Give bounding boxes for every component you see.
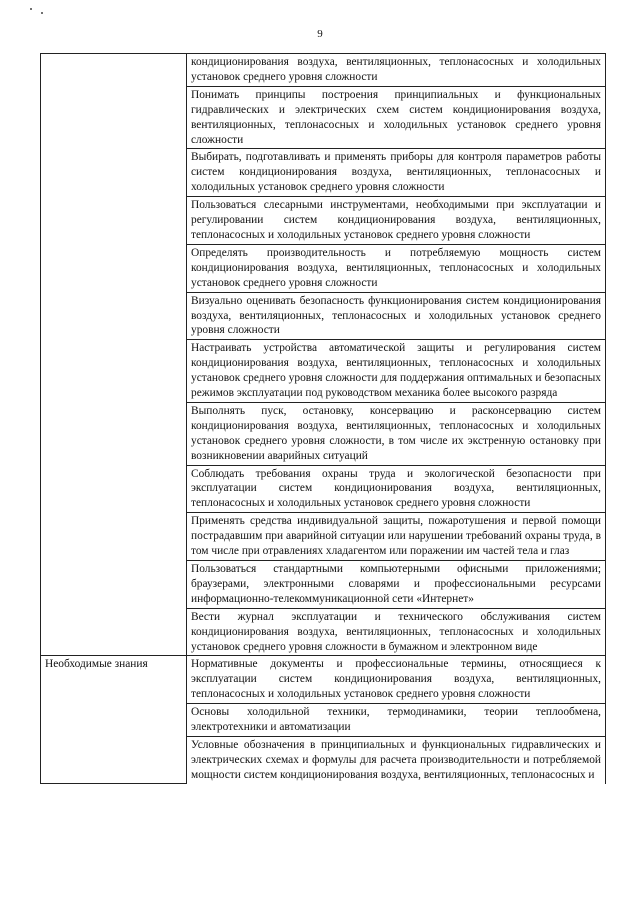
requirement-text: Условные обозначения в принципиальных и функциональных гидравлических и электрических схемах и формулы для расчета производительности и потребляемой мощности систем кондиционирования воздуха, вентиляционных, теплонасосных и: [191, 738, 601, 781]
page-number: 9: [317, 28, 323, 40]
requirement-cell: [187, 513, 606, 561]
requirement-cell: [187, 736, 606, 783]
requirement-text: Соблюдать требования охраны труда и экологической безопасности при эксплуатации систем кондиционирования воздуха, вентиляционных, теплонасосных и холодильных установок среднего уровня сложности: [191, 467, 601, 510]
requirement-cell: [187, 704, 606, 737]
requirement-text: Основы холодильной техники, термодинамики, теории теплообмена, электротехники и автоматизации: [191, 706, 601, 734]
group-label-cell: [41, 656, 187, 784]
requirement-cell: [187, 656, 606, 704]
requirement-text: Вести журнал эксплуатации и технического обслуживания систем кондиционирования воздуха, вентиляционных, теплонасосных и холодильных установок среднего уровня сложности в бумажном и электронном виде: [191, 610, 601, 653]
requirement-text: Выбирать, подготавливать и применять приборы для контроля параметров работы систем кондиционирования воздуха, вентиляционных, теплонасосных и холодильных установок среднего уровня сложности: [191, 151, 601, 194]
requirement-text: Выполнять пуск, остановку, консервацию и расконсервацию систем кондиционирования воздуха, вентиляционных, теплонасосных и холодильных установок среднего уровня сложности, в том числе их экстренную остановку при возникновении аварийных ситуаций: [191, 404, 601, 462]
requirement-text: Понимать принципы построения принципиальных и функциональных гидравлических и электрических схем систем кондиционирования воздуха, вентиляционных, теплонасосных и холодильных установок среднего уровня сложности: [191, 88, 601, 146]
requirement-cell: [187, 197, 606, 245]
requirement-cell: [187, 402, 606, 465]
requirement-text: Пользоваться стандартными компьютерными офисными приложениями; браузерами, электронными словарями и профессиональными ресурсами информационно-телекоммуникационной сети «Интернет»: [191, 563, 601, 605]
requirement-cell: [187, 54, 606, 87]
requirement-text: Визуально оценивать безопасность функционирования систем кондиционирования воздуха, вентиляционных, теплонасосных и холодильных установок среднего уровня сложности: [191, 294, 601, 337]
requirement-cell: [187, 561, 606, 609]
requirement-text: Пользоваться слесарными инструментами, необходимыми при эксплуатации и регулировании систем кондиционирования воздуха, вентиляционных, теплонасосных и холодильных установок среднего уровня сложности: [191, 199, 601, 241]
requirement-cell: [187, 608, 606, 656]
scan-speck: [41, 12, 43, 14]
requirement-cell: [187, 86, 606, 149]
group-label: Необходимые знания: [45, 658, 148, 671]
requirement-text: кондиционирования воздуха, вентиляционных, теплонасосных и холодильных установок среднего уровня сложности: [191, 56, 601, 83]
requirement-text: Применять средства индивидуальной защиты, пожаротушения и первой помощи пострадавшим при аварийной ситуации или нарушении требований охраны труда, в том числе при отравлениях хладагентом или поражении им частей тела и глаз: [191, 515, 601, 558]
requirement-cell: [187, 292, 606, 340]
requirement-text: Нормативные документы и профессиональные термины, относящиеся к эксплуатации систем кондиционирования воздуха, вентиляционных, теплонасосных и холодильных установок среднего уровня сложности: [191, 658, 601, 701]
group-label-cell: [41, 54, 187, 656]
table-row: [41, 656, 606, 704]
requirement-cell: [187, 340, 606, 403]
table-row: [41, 54, 606, 87]
scan-speck: [30, 8, 32, 10]
requirement-text: Определять производительность и потребляемую мощность систем кондиционирования воздуха, вентиляционных, теплонасосных и холодильных установок среднего уровня сложности: [191, 246, 601, 289]
requirements-table: [40, 53, 606, 784]
requirement-cell: [187, 465, 606, 513]
requirement-cell: [187, 149, 606, 197]
table-body: [41, 54, 606, 784]
requirement-cell: [187, 244, 606, 292]
requirement-text: Настраивать устройства автоматической защиты и регулирования систем кондиционирования воздуха, вентиляционных, теплонасосных и холодильных установок среднего уровня сложности для поддержания оптимальных и безопасных режимов эксплуатации под руководством механика более высокого разряда: [191, 342, 601, 400]
